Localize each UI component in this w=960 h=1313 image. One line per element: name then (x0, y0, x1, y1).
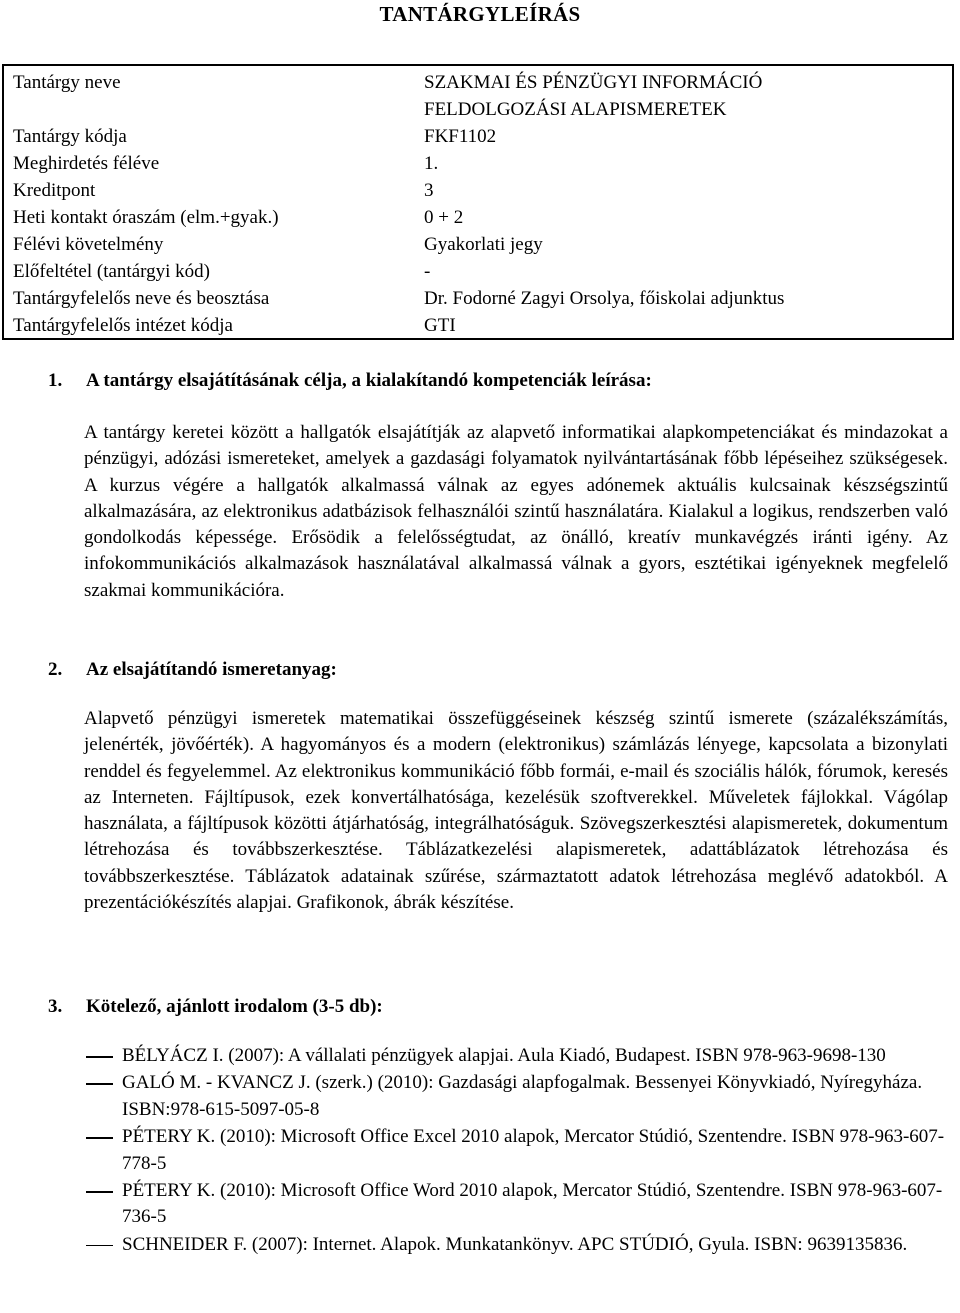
info-value: Gyakorlati jegy (424, 234, 543, 255)
info-value: SZAKMAI ÉS PÉNZÜGYI INFORMÁCIÓ (424, 72, 763, 93)
reference-item (84, 1043, 948, 1069)
info-value: Dr. Fodorné Zagyi Orsolya, főiskolai adjunktus (424, 288, 785, 309)
section-number: 2. (48, 659, 63, 680)
info-label: Kreditpont (13, 180, 96, 201)
section-title: A tantárgy elsajátításának célja, a kialakítandó kompetenciák leírása: (86, 370, 652, 391)
reference-text: GALÓ M. - KVANCZ J. (szerk.) (2010): Gazdasági alapfogalmak. Bessenyei Könyvkiadó, Nyíregyháza. ISBN:978-615-5097-05-8 (122, 1072, 923, 1120)
section-number: 3. (48, 996, 63, 1017)
reference-item (84, 1124, 948, 1177)
reference-text: PÉTERY K. (2010): Microsoft Office Excel 2010 alapok, Mercator Stúdió, Szentendre. ISBN 978-963-607-778-5 (122, 1126, 945, 1174)
section-title: Kötelező, ajánlott irodalom (3-5 db): (86, 996, 383, 1017)
info-label: Tantárgyfelelős intézet kódja (13, 315, 233, 336)
section-body-content: Alapvető pénzügyi ismeretek matematikai összefüggéseinek készség szintű ismerete (százalékszámítás, jelenérték, jövőérték). A hagyományos és a modern (elektronikus) számlázás lényege, kapcsolata a bizonylati renddel és fegyelemmel. Az elektronikus kommunikáció főbb formái, e-mail és szociális hálók, fórumok, keresés az Interneten. Fájltípusok, ezek konvertálhatósága, kezelésük szoftverekkel. Műveletek fájlokkal. Vágólap használata, a fájltípusok közötti átjárhatóság, integrálhatóságuk. Szövegszerkesztési alapismeretek, dokumentum létrehozása és továbbszerkesztése. Táblázatkezelési alapismeretek, adattáblázatok létrehozása és továbbszerkesztése. Táblázatok adatainak szűrése, származtatott adatok létrehozása meglévő adatokból. A prezentációkészítés alapjai. Grafikonok, ábrák készítése. (84, 708, 948, 914)
info-label: Tantárgy kódja (13, 126, 127, 147)
subject-info-table (2, 64, 954, 340)
reference-item (84, 1070, 948, 1123)
dash-bullet (86, 1191, 113, 1193)
info-label: Heti kontakt óraszám (elm.+gyak.) (13, 207, 279, 228)
reference-item (84, 1178, 948, 1231)
info-value: 0 + 2 (424, 207, 464, 228)
dash-bullet (86, 1056, 113, 1058)
section-title: Az elsajátítandó ismeretanyag: (86, 659, 337, 680)
info-label: Félévi követelmény (13, 234, 164, 255)
reference-text: PÉTERY K. (2010): Microsoft Office Word 2010 alapok, Mercator Stúdió, Szentendre. ISBN 978-963-607-736-5 (122, 1180, 943, 1228)
info-value: 3 (424, 180, 434, 201)
info-value: - (424, 261, 431, 282)
info-value: GTI (424, 315, 456, 336)
dash-bullet (86, 1245, 113, 1247)
info-value: FKF1102 (424, 126, 497, 147)
info-label: Meghirdetés féléve (13, 153, 160, 174)
reference-text: BÉLYÁCZ I. (2007): A vállalati pénzügyek alapjai. Aula Kiadó, Budapest. ISBN 978-963-9698-130 (122, 1045, 886, 1066)
document-title: TANTÁRGYLEÍRÁS (379, 2, 581, 26)
info-value: 1. (424, 153, 439, 174)
dash-bullet (86, 1137, 113, 1139)
section-body-goals: A tantárgy keretei között a hallgatók elsajátítják az alapvető informatikai alapkompetenciákat és mindazokat a pénzügyi, adózási ismereteket, amelyek a gazdasági folyamatok nyilvántartásának főbb lépéseihez szükségesek. A kurzus végére a hallgatók alkalmassá válnak az egyes adónemek aktuális kulcsainak készségszintű alkalmazására, az elektronikus adatbázisok felhasználói szintű használatára. Kialakul a logikus, rendszerben való gondolkodás képessége. Erősödik a felelősségtudat, az önálló, kreatív munkavégzés iránti igény. Az infokommunikációs alkalmazások használatával alkalmassá válnak a gyors, esztétikai igényeknek megfelelő szakmai kommunikációra. (84, 422, 948, 601)
reference-list (84, 1043, 948, 1259)
info-label: Tantárgyfelelős neve és beosztása (13, 288, 270, 309)
reference-item (84, 1232, 948, 1258)
reference-text: SCHNEIDER F. (2007): Internet. Alapok. Munkatankönyv. APC STÚDIÓ, Gyula. ISBN: 9639135836. (122, 1233, 908, 1255)
info-label: Tantárgy neve (13, 72, 121, 93)
info-value: FELDOLGOZÁSI ALAPISMERETEK (424, 99, 727, 120)
section-number: 1. (48, 370, 63, 391)
info-label: Előfeltétel (tantárgyi kód) (13, 261, 210, 282)
dash-bullet (86, 1083, 113, 1085)
